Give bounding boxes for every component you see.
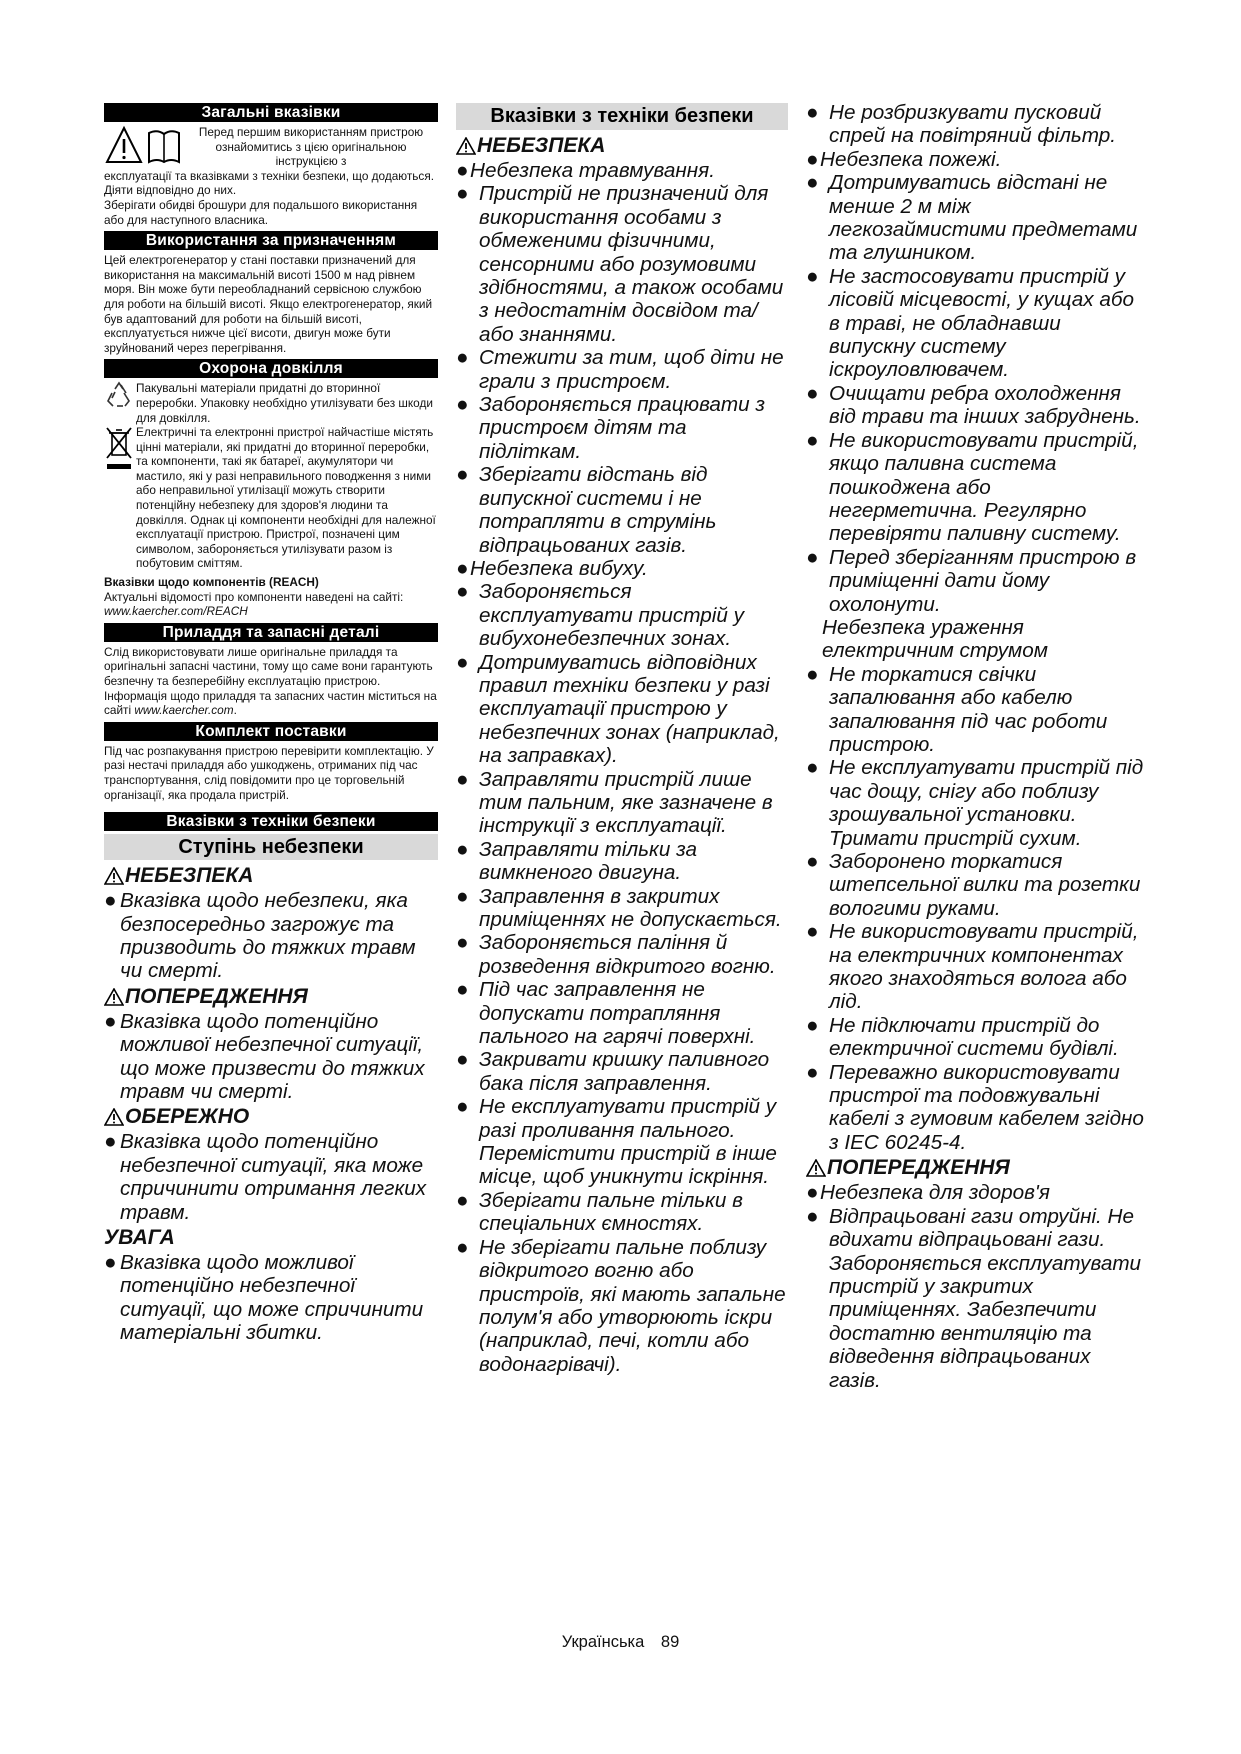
- list-item: ● Зберігати пальне тільки в спеціальних ємностях.: [456, 1189, 788, 1236]
- list-item: ● Забороняється паління й розведення відкритого вогню.: [456, 931, 788, 978]
- list-item-text: Зберігати пальне тільки в спеціальних ємностях.: [479, 1188, 743, 1236]
- list-item-text: Не зберігати пальне поблизу відкритого вогню або пристроїв, які мають запальне полум'я або утворюють іскри (наприклад, печі, котли або водонагрівачі).: [479, 1235, 786, 1376]
- danger-text: Вказівка щодо небезпеки, яка безпосередньо загрожує та призводить до тяжких травм чи смерті.: [120, 889, 416, 983]
- accessories-text: Слід використовувати лише оригінальне приладдя та оригінальні запасні частини, тому що саме вони гарантують безпечну та безперебійну експлуатацію пристрою.: [104, 644, 433, 688]
- caution-item: ● Вказівка щодо потенційно небезпечної ситуації, яка може спричинити отримання легких травм.: [104, 1130, 438, 1224]
- explosion-hazard: ● Небезпека вибуху.: [456, 557, 788, 580]
- notice-heading: [104, 1226, 438, 1250]
- list-item: ● Дотримуватись відстані не менше 2 м між легкозаймистими предметами та глушником.: [806, 171, 1144, 265]
- list-item: ● Не торкатися свічки запалювання або кабелю запалювання під час роботи пристрою.: [806, 663, 1144, 757]
- accessories-info-text: Інформація щодо приладдя та запасних частин міститься на сайті: [104, 688, 437, 718]
- warning-label: ПОПЕРЕДЖЕННЯ: [125, 984, 308, 1008]
- list-item: ● Не зберігати пальне поблизу відкритого вогню або пристроїв, які мають запальне полум'я або утворюють іскри (наприклад, печі, котли або водонагрівачі).: [456, 1236, 788, 1376]
- list-item: ● Заправляти пристрій лише тим пальним, яке зазначене в інструкції з експлуатації.: [456, 768, 788, 838]
- warning-heading: [104, 985, 438, 1009]
- electronic-waste-text: Електричні та електронні пристрої найчастіше містять цінні матеріали, які придатні до вторинної переробки, та компоненти, такі як батареї, акумулятори чи мастило, які у разі неправильного поводження з ними або неправильної утилізації можуть створити потенційну небезпеку для здоров'я людини та довкілля. Однак ці компоненти необхідні для належної експлуатації пристрою. Пристрої, позначені цим символом, забороняється утилізувати разом із побутовим сміттям.: [136, 425, 436, 571]
- list-item-text: Забороняється паління й розведення відкритого вогню.: [479, 931, 776, 978]
- list-item: ● Стежити за тим, щоб діти не грали з пристроєм.: [456, 346, 788, 393]
- notice-text: Вказівка щодо можливої потенційно небезпечної ситуації, що може спричинити матеріальні збитки.: [120, 1251, 424, 1345]
- warning-triangle-icon: [104, 867, 124, 885]
- footer-language: Українська: [561, 1633, 645, 1651]
- list-item: ● Відпрацьовані гази отруйні. Не вдихати відпрацьовані гази. Забороняється експлуатувати пристрій у закритих приміщеннях. Забезпечити достатню вентиляцію та відведення відпрацьованих газів.: [806, 1205, 1144, 1392]
- list-item: ● Зберігати відстань від випускної системи і не потрапляти в струмінь відпрацьованих газів.: [456, 463, 788, 557]
- fire-hazard: ● Небезпека пожежі.: [806, 148, 1144, 171]
- list-item-text: Не застосовувати пристрій у лісовій місцевості, у кущах або в траві, не обладнавши випускну систему іскроуловлювачем.: [829, 264, 1135, 382]
- caution-label: ОБЕРЕЖНО: [125, 1105, 250, 1129]
- injury-hazard: ● Небезпека травмування.: [456, 159, 788, 182]
- electronic-row: [104, 425, 438, 571]
- warning-book-icon: [104, 125, 184, 167]
- list-item-text: Переважно використовувати пристрої та подовжувальні кабелі з гумовим кабелем згідно з IEC 60245-4.: [829, 1060, 1144, 1154]
- list-item-text: Зберігати відстань від випускної системи і не потрапляти в струмінь відпрацьованих газів.: [479, 463, 717, 557]
- list-item-text: Заправлення в закритих приміщеннях не допускається.: [479, 884, 782, 931]
- list-item: ● Переважно використовувати пристрої та подовжувальні кабелі з гумовим кабелем згідно з IEC 60245-4.: [806, 1060, 1144, 1154]
- general-instructions-text: експлуатації та вказівками з техніки безпеки, що додаються. Діяти відповідно до них.: [104, 168, 434, 198]
- list-item: ● Заборонено торкатися штепсельної вилки та розетки вологими руками.: [806, 850, 1144, 920]
- list-item: ● Під час заправлення не допускати потрапляння пального на гарячі поверхні.: [456, 978, 788, 1048]
- fire-hazard-text: Небезпека пожежі.: [820, 147, 1002, 171]
- fire-items: [806, 171, 1144, 616]
- list-item-text: Не використовувати пристрій, на електричних компонентах якого знаходяться волога або лід.: [829, 920, 1139, 1014]
- general-intro-text: Перед першим використанням пристрою ознайомитись з цією оригінальною інструкцією з: [198, 125, 424, 169]
- warning-text: Вказівка щодо потенційно можливої небезпечної ситуації, що може призвести до тяжких травм чи смерті.: [120, 1009, 425, 1103]
- explosion-items: [456, 580, 788, 1376]
- safety-header-middle: Вказівки з техніки безпеки: [456, 103, 788, 130]
- list-item: ● Не застосовувати пристрій у лісовій місцевості, у кущах або в траві, не обладнавши випускну систему іскроуловлювачем.: [806, 265, 1144, 382]
- general-intro-row: [104, 125, 438, 169]
- packaging-row: [104, 381, 438, 425]
- list-item: ● Не експлуатувати пристрій під час дощу, снігу або поблизу зрошувальної установки. Тримати пристрій сухим.: [806, 756, 1144, 850]
- recycling-icon: [104, 381, 136, 413]
- list-item-text: Пристрій не призначений для використання особами з обмеженими фізичними, сенсорними або розумовими здібностями, а також особами з недостатнім досвідом та/ або знаннями.: [479, 182, 784, 346]
- warning-label-right: ПОПЕРЕДЖЕННЯ: [827, 1156, 1010, 1180]
- crossed-bin-icon: [104, 425, 136, 473]
- list-item: ● Не використовувати пристрій, якщо паливна система пошкоджена або негерметична. Регулярно перевіряти паливну систему.: [806, 429, 1144, 546]
- list-item: ● Перед зберіганням пристрою в приміщенні дати йому охолонути.: [806, 546, 1144, 616]
- list-item-text: Під час заправлення не допускати потрапляння пального на гарячі поверхні.: [479, 978, 756, 1049]
- shock-hazard-text: Небезпека ураження електричним струмом: [822, 615, 1048, 663]
- column-left: [104, 103, 438, 1345]
- danger-label: НЕБЕЗПЕКА: [125, 864, 254, 888]
- shock-items: [806, 663, 1144, 1155]
- list-item: ● Забороняється працювати з пристроєм дітям та підліткам.: [456, 393, 788, 463]
- list-item-text: Не торкатися свічки запалювання або кабелю запалювання під час роботи пристрою.: [829, 662, 1108, 756]
- list-item-text: Закривати кришку паливного бака після заправлення.: [479, 1048, 770, 1095]
- list-item: ● Забороняється експлуатувати пристрій у вибухонебезпечних зонах.: [456, 580, 788, 650]
- list-item-text: Дотримуватись відстані не менше 2 м між легкозаймистими предметами та глушником.: [829, 171, 1138, 265]
- health-hazard: ● Небезпека для здоров'я: [806, 1181, 1144, 1204]
- reach-link[interactable]: www.kaercher.com/REACH: [104, 604, 248, 619]
- general-keep-text: Зберігати обидві брошури для подальшого використання або для наступного власника.: [104, 197, 418, 227]
- list-item-text: Очищати ребра охолодження від трави та інших забруднень.: [829, 381, 1141, 429]
- list-item-text: Заправляти тільки за вимкненого двигуна.: [479, 837, 697, 885]
- column-middle: [456, 103, 788, 1376]
- health-hazard-text: Небезпека для здоров'я: [820, 1181, 1050, 1205]
- list-item-text: Дотримуватись відповідних правил техніки безпеки у разі експлуатації пристрою у небезпечних зонах (наприклад, на заправках).: [479, 650, 780, 768]
- danger-item: ● Вказівка щодо небезпеки, яка безпосередньо загрожує та призводить до тяжких травм чи смерті.: [104, 889, 438, 983]
- list-item-text: Забороняється експлуатувати пристрій у вибухонебезпечних зонах.: [479, 580, 744, 651]
- warning-heading-right: [806, 1156, 1144, 1180]
- reach-text: Актуальні відомості про компоненти наведені на сайті:: [104, 589, 404, 604]
- explosion-hazard-text: Небезпека вибуху.: [470, 556, 648, 580]
- list-item: ● Дотримуватись відповідних правил техніки безпеки у разі експлуатації пристрою у небезпечних зонах (наприклад, на заправках).: [456, 651, 788, 768]
- list-item-text: Стежити за тим, щоб діти не грали з пристроєм.: [479, 346, 784, 393]
- danger-heading: [104, 864, 438, 888]
- hazard-levels-header: Ступінь небезпеки: [104, 834, 438, 860]
- column-right: [806, 101, 1144, 1392]
- accessories-info-end: .: [233, 703, 237, 718]
- danger-label-middle: НЕБЕЗПЕКА: [477, 134, 606, 157]
- accessories-link[interactable]: www.kaercher.com: [134, 703, 234, 718]
- spray-item: ● Не розбризкувати пусковий спрей на повітряний фільтр.: [806, 101, 1144, 148]
- list-item-text: Відпрацьовані гази отруйні. Не вдихати відпрацьовані гази. Забороняється експлуатувати пристрій у закритих приміщеннях. Забезпечити достатню вентиляцію та відведення відпрацьованих газів.: [829, 1204, 1142, 1392]
- list-item: ● Не експлуатувати пристрій у разі проливання пального. Перемістити пристрій в інше місце, щоб уникнути іскріння.: [456, 1095, 788, 1189]
- list-item-text: Не використовувати пристрій, якщо паливна система пошкоджена або негерметична. Регулярно перевіряти паливну систему.: [829, 428, 1139, 546]
- list-item-text: Перед зберіганням пристрою в приміщенні дати йому охолонути.: [829, 545, 1137, 616]
- page-number: 89: [660, 1633, 680, 1651]
- intended-use-text: Цей електрогенератор у стані поставки призначений для використання на максимальній висоті 1500 м над рівнем моря. Він може бути переобладнаний сервісною службою для роботи на більшій висоті. Якщо електрогенератор, який був адаптований для роботи на більшій висоті, експлуатується нижче цієї висоти, двигун може бути зруйнований через перегрівання.: [104, 253, 433, 355]
- accessories-header: Приладдя та запасні деталі: [104, 623, 438, 642]
- warning-triangle-icon: [806, 1159, 826, 1177]
- list-item: ● Заправлення в закритих приміщеннях не допускається.: [456, 885, 788, 932]
- environment-header: Охорона довкілля: [104, 359, 438, 378]
- delivery-header: Комплект поставки: [104, 722, 438, 741]
- list-item: ● Не використовувати пристрій, на електричних компонентах якого знаходяться волога або лід.: [806, 920, 1144, 1014]
- warning-triangle-icon: [104, 1108, 124, 1126]
- list-item: ● Заправляти тільки за вимкненого двигуна.: [456, 838, 788, 885]
- list-item: ● Закривати кришку паливного бака після заправлення.: [456, 1048, 788, 1095]
- danger-heading-middle: [456, 134, 788, 158]
- list-item-text: Не підключати пристрій до електричної системи будівлі.: [829, 1013, 1119, 1061]
- notice-item: ● Вказівка щодо можливої потенційно небезпечної ситуації, що може спричинити матеріальні збитки.: [104, 1251, 438, 1345]
- list-item-text: Не експлуатувати пристрій у разі проливання пального. Перемістити пристрій в інше місце, щоб уникнути іскріння.: [479, 1095, 777, 1189]
- warning-triangle-icon: [456, 137, 476, 155]
- spray-text: Не розбризкувати пусковий спрей на повітряний фільтр.: [829, 101, 1117, 148]
- list-item-text: Заборонено торкатися штепсельної вилки та розетки вологими руками.: [829, 850, 1141, 920]
- list-item-text: Не експлуатувати пристрій під час дощу, снігу або поблизу зрошувальної установки. Тримати пристрій сухим.: [829, 756, 1144, 850]
- packaging-text: Пакувальні матеріали придатні до вторинної переробки. Упаковку необхідно утилізувати без шкоди для довкілля.: [136, 381, 433, 425]
- list-item: ● Пристрій не призначений для використання особами з обмеженими фізичними, сенсорними або розумовими здібностями, а також особами з недостатнім досвідом та/ або знаннями.: [456, 182, 788, 346]
- injury-items: [456, 182, 788, 557]
- list-item-text: Забороняється працювати з пристроєм дітям та підліткам.: [479, 393, 766, 463]
- warning-item: ● Вказівка щодо потенційно можливої небезпечної ситуації, що може призвести до тяжких травм чи смерті.: [104, 1010, 438, 1104]
- reach-title: Вказівки щодо компонентів (REACH): [104, 575, 319, 590]
- notice-label: УВАГА: [104, 1226, 175, 1250]
- general-notes-header: Загальні вказівки: [104, 103, 438, 122]
- list-item: ● Не підключати пристрій до електричної системи будівлі.: [806, 1014, 1144, 1061]
- caution-heading: [104, 1105, 438, 1129]
- page-footer: [0, 1633, 1241, 1652]
- caution-text: Вказівка щодо потенційно небезпечної ситуації, яка може спричинити отримання легких травм.: [120, 1130, 427, 1224]
- warning-triangle-icon: [104, 988, 124, 1006]
- injury-hazard-text: Небезпека травмування.: [470, 159, 715, 182]
- delivery-text: Під час розпакування пристрою перевірити комплектацію. У разі нестачі приладдя або ушкоджень, отриманих під час транспортування, слід повідомити про це торговельній організації, яка продала пристрій.: [104, 743, 434, 802]
- health-items: [806, 1205, 1144, 1392]
- list-item: ● Очищати ребра охолодження від трави та інших забруднень.: [806, 382, 1144, 429]
- intended-use-header: Використання за призначенням: [104, 231, 438, 250]
- safety-header-left: Вказівки з техніки безпеки: [104, 812, 438, 831]
- list-item-text: Заправляти пристрій лише тим пальним, яке зазначене в інструкції з експлуатації.: [479, 767, 773, 838]
